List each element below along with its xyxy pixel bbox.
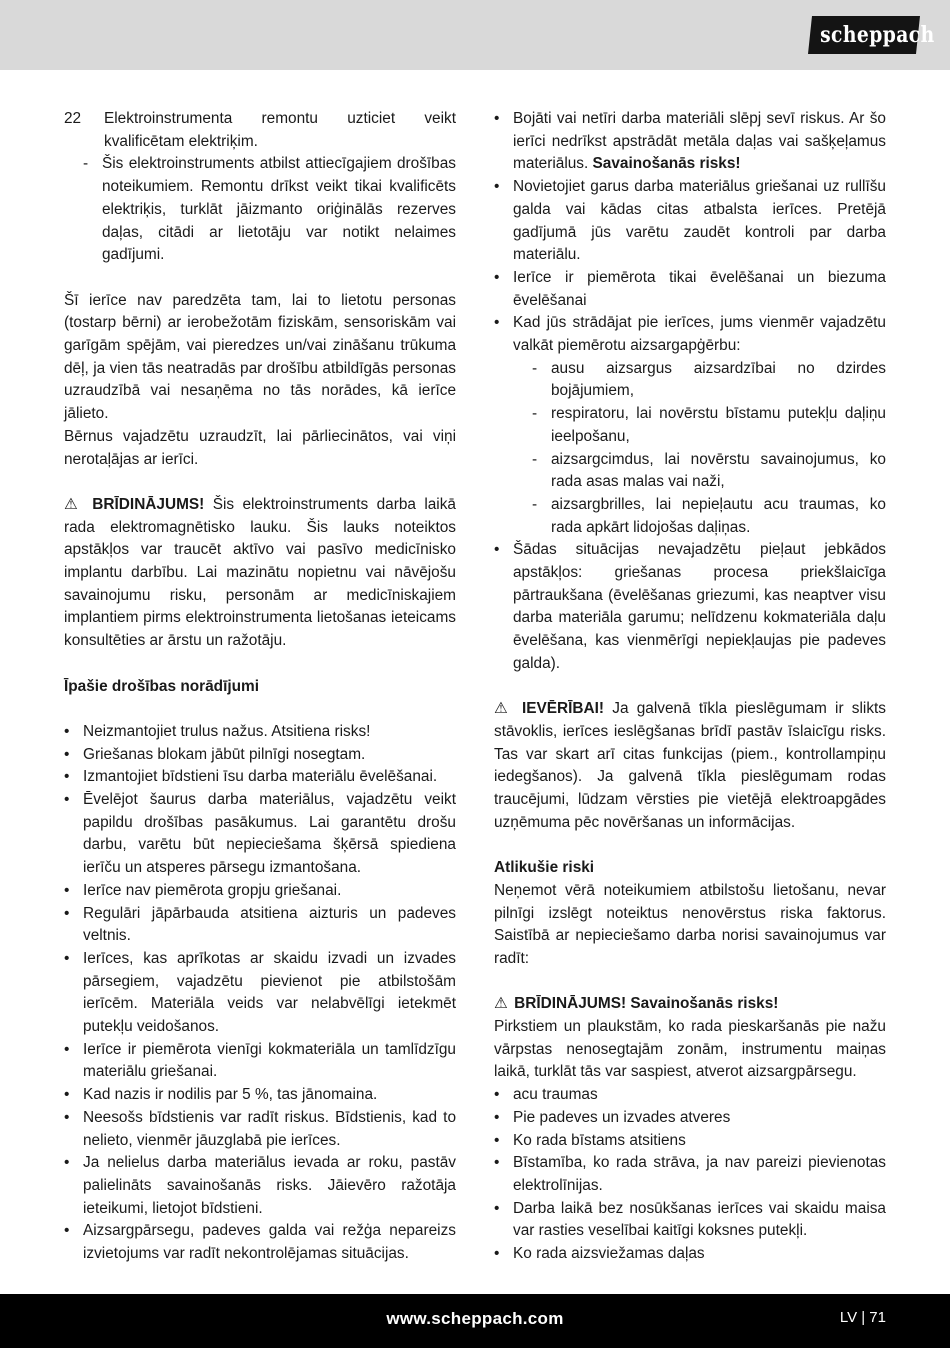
notice-mains — [494, 698, 886, 834]
list-item: • Ēvelējot šaurus darba materiālus, vajadzētu veikt papildu drošības pasākumus. Lai garantētu drošu darbu, varētu būt nepieciešama šķērsā spiediena ierīču un atsperes pārsegu izmantošana. — [64, 789, 456, 880]
footer-bar — [0, 1294, 950, 1348]
warning-triangle-icon: ⚠ — [494, 700, 512, 718]
paragraph-children: Bērnus vajadzētu uzraudzīt, lai pārliecinātos, vai viņi nerotaļājas ar ierīci. — [64, 427, 456, 468]
safety-bullet-list — [64, 721, 456, 1266]
residual-risk-list — [494, 1084, 886, 1266]
list-item: • Ierīce nav piemērota gropju griešanai. — [64, 880, 456, 903]
list-item: • Kad jūs strādājat pie ierīces, jums vienmēr vajadzētu valkāt piemērotu aizsargapģērbu: - ausu aizsargus aizsardzībai no dzirdes bojājumiem, - respiratoru, lai novērstu bīstamu putekļu daļiņu ieelpošanu, - aizsargcimdus, lai novērstu savainojumus, ko rada asas malas vai naži, - aizsargbrilles, lai nepieļautu acu traumas, ko rada apkārt lidojošas daļiņas. — [494, 312, 886, 539]
list-item: • Bīstamība, ko rada strāva, ja nav pareizi pievienotas elektrolīnijas. — [494, 1152, 886, 1197]
hazard-bullet-list — [494, 108, 886, 676]
warning-triangle-icon: ⚠ — [494, 995, 508, 1013]
list-item: • Kad nazis ir nodilis par 5 %, tas jānomaina. — [64, 1084, 456, 1107]
list-item: • Neesošs bīdstienis var radīt riskus. Bīdstienis, kad to nelieto, vienmēr jāuzglabā pie ierīces. — [64, 1107, 456, 1152]
warning-injury-heading: ⚠ BRĪDINĀJUMS! Savainošanās risks! — [494, 995, 779, 1013]
paragraph-persons: Šī ierīce nav paredzēta tam, lai to lietotu personas (tostarp bērni) ar ierobežotām fiziskām, sensoriskām vai garīgām spējām, vai pieredzes un/vai zināšanu trūkuma dēļ, ja vien tās neatradās par drošību atbildīgās personas uzraudzībā vai nesaņēma no tās norādes, kā ierīce jālieto. — [64, 291, 456, 423]
dash-item: - Šis elektroinstruments atbilst attiecīgajiem drošības noteikumiem. Remontu drīkst veikt tikai kvalificēts elektriķis, turklāt jāizmanto oriģinālās rezerves daļas, citādi ar lietotāju var notikt nelaimes gadījumi. — [83, 153, 456, 267]
notice-text: Ja galvenā tīkla pieslēgumam ir slikts stāvoklis, ierīces ieslēgšanas brīdī pastāv īslaicīgu risks. Tas var skart arī citas funkcijas (piem., kontrollampiņu iedegšanos). Ja galvenā tīkla pieslēgumam rodas traucējumi, lūdzam vērsties pie vietējā elektroapgādes uzņēmuma pēc novēršanas un informācijas. — [494, 700, 886, 831]
list-item: • Šādas situācijas nevajadzētu pieļaut jebkādos apstākļos: griešanas procesa priekšlaicīga pārtraukšana (ēvelēšanas griezumi, kas neaptver visu darba materiāla garumu; nelīdzenu kokmateriāla daļu ēvelēšana, kas vienmērīgi nepiekļaujas pie padeves galda). — [494, 539, 886, 675]
sub-list-item: - aizsargbrilles, lai nepieļautu acu traumas, ko rada apkārt lidojošas daļiņas. — [532, 494, 886, 539]
list-item: • Ja nelielus darba materiālus ievada ar roku, pastāv palielināts savainošanās risks. Jāievēro ražotāja ieteikumi, lietojot bīdstieni. — [64, 1152, 456, 1220]
list-item: • Ko rada bīstams atsitiens — [494, 1130, 886, 1153]
right-column — [494, 108, 886, 1266]
list-item: • Griešanas blokam jābūt pilnīgi nosegtam. — [64, 744, 456, 767]
dash-text: Šis elektroinstruments atbilst attiecīgajiem drošības noteikumiem. Remontu drīkst veikt tikai kvalificēts elektriķis, turklāt jāizmanto oriģinālās rezerves daļas, citādi ar lietotāju var notikt nelaimes gadījumi. — [102, 155, 456, 264]
section-heading-special-safety: Īpašie drošības norādījumi — [64, 677, 259, 695]
sub-list-item: - ausu aizsargus aizsardzībai no dzirdes bojājumiem, — [532, 358, 886, 403]
notice-label: IEVĒRĪBAI! — [521, 700, 605, 718]
list-item: • acu traumas — [494, 1084, 886, 1107]
page-number: LV | 71 — [839, 1309, 886, 1326]
list-item: • Novietojiet garus darba materiālus griešanai uz rullīšu galda vai kādas citas atbalsta ierīces. Pretējā gadījumā jūs varētu zaudēt kontroli par darba materiālu. — [494, 176, 886, 267]
list-item: • Aizsargpārsegu, padeves galda vai režģa nepareizs izvietojums var radīt nekontrolējamas situācijas. — [64, 1220, 456, 1265]
list-item: • Neizmantojiet trulus nažus. Atsitiena risks! — [64, 721, 456, 744]
numbered-item-22 — [64, 108, 456, 153]
warning-injury-text: Pirkstiem un plaukstām, ko rada pieskaršanās pie nažu vārpstas nenosegtajām zonām, instrumentu maiņas laikā, turklāt tās var saspiest, atverot aizsargpārsegu. — [494, 1018, 886, 1081]
warning-triangle-icon: ⚠ — [64, 495, 82, 513]
list-item: • Ierīces, kas aprīkotas ar skaidu izvadi un izvades pārsegiem, vajadzētu pievienot pie atbilstošām ierīcēm. Materiāla veids var nelabvēlīgi ietekmēt putekļu veidošanos. — [64, 948, 456, 1039]
warning-label: BRĪDINĀJUMS! — [92, 495, 205, 513]
warning-text: Šis elektroinstruments darba laikā rada elektromagnētisko lauku. Šis lauks noteiktos apstākļos var traucēt aktīvo vai pasīvo medicīnisko implantu darbību. Lai mazinātu nopietnu vai nāvējošu savainojumu risku, personām ar medicīniskajiem implantiem pirms elektroinstrumenta lietošanas ieteicams konsultēties ar ārstu un ražotāju. — [64, 495, 456, 650]
sub-list-item: - respiratoru, lai novērstu bīstamu putekļu daļiņu ieelpošanu, — [532, 403, 886, 448]
warning-electromagnetic — [64, 494, 456, 653]
left-column — [64, 108, 456, 1266]
protective-gear-list — [513, 358, 886, 540]
list-item: • Regulāri jāpārbauda atsitiena aizturis un padeves veltnis. — [64, 903, 456, 948]
section-heading-residual-risks: Atlikušie riski — [494, 859, 595, 877]
list-item: • Izmantojiet bīdstieni īsu darba materiālu ēvelēšanai. — [64, 766, 456, 789]
list-item: • Ierīce ir piemērota tikai ēvelēšanai un biezuma ēvelēšanai — [494, 267, 886, 312]
residual-risks-text: Neņemot vērā noteikumiem atbilstošu lietošanu, nevar pilnīgi izslēgt noteiktus nenovērstus riska faktorus. Saistībā ar nepieciešamo darba norisi savainojumus var radīt: — [494, 881, 886, 967]
sub-list-item: - aizsargcimdus, lai novērstu savainojumus, ko rada asas malas vai naži, — [532, 449, 886, 494]
item-text: Elektroinstrumenta remontu uzticiet veikt kvalificētam elektriķim. — [104, 110, 456, 150]
footer-website-link[interactable]: www.scheppach.com — [386, 1309, 564, 1328]
scheppach-logo: scheppach — [808, 16, 920, 54]
item-number: 22 — [64, 110, 82, 127]
header-bar — [0, 0, 950, 70]
list-item: • Ierīce ir piemērota vienīgi kokmateriāla un tamlīdzīgu materiālu griešanai. — [64, 1039, 456, 1084]
list-item: • Darba laikā bez nosūkšanas ierīces vai skaidu maisa var rasties veselībai kaitīgi koksnes putekļi. — [494, 1198, 886, 1243]
list-item: • Pie padeves un izvades atveres — [494, 1107, 886, 1130]
list-item: • Ko rada aizsviežamas daļas — [494, 1243, 886, 1266]
list-item: • Bojāti vai netīri darba materiāli slēpj sevī riskus. Ar šo ierīci nedrīkst apstrādāt metāla daļas vai sašķeļamus materiālus. Savainošanās risks! — [494, 108, 886, 176]
